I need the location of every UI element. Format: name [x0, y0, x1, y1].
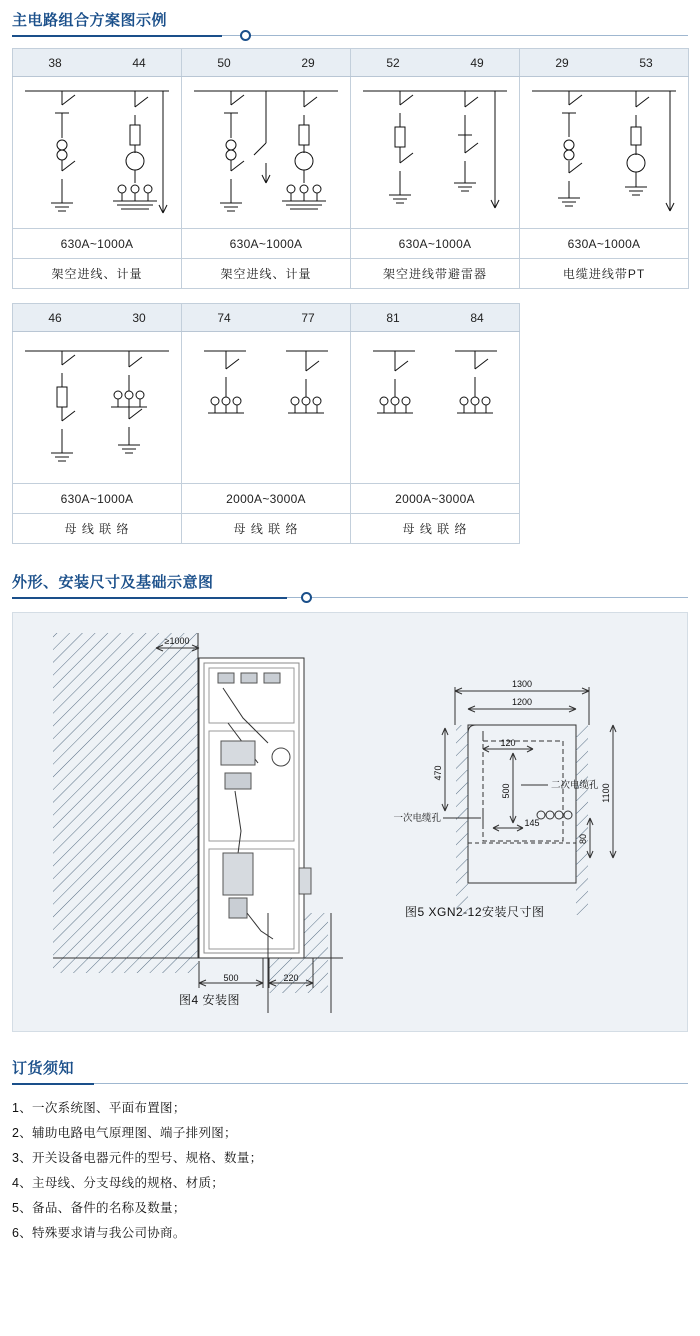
description-cell: 架空进线带避雷器 [351, 259, 520, 289]
scheme-number-right: 29 [301, 55, 315, 70]
table-row-current-rating [13, 484, 689, 514]
scheme-number-right: 49 [470, 55, 484, 70]
single-line-diagram [186, 343, 346, 473]
label-clearance: ≥1000 [164, 636, 190, 646]
current-rating-cell: 630A~1000A [13, 484, 182, 514]
scheme-number-right: 30 [132, 310, 146, 325]
heading-rule [12, 1083, 94, 1085]
current-rating-cell: 630A~1000A [13, 229, 182, 259]
scheme-number-right: 44 [132, 55, 146, 70]
installation-drawings [13, 613, 689, 1031]
label-w1300: 1300 [511, 679, 533, 689]
table-header-cell [182, 49, 351, 77]
current-rating-cell: 630A~1000A [351, 229, 520, 259]
description-cell-empty [520, 514, 689, 544]
single-line-diagram [17, 83, 177, 223]
page-title-dimensions: 外形、安装尺寸及基础示意图 [12, 572, 220, 594]
label-d500: 500 [501, 783, 511, 799]
description-cell: 架空进线、计量 [182, 259, 351, 289]
section-header-main-circuit [12, 10, 688, 40]
ordering-note-item: 2、辅助电路电气原理图、端子排列图； [12, 1126, 237, 1140]
label-d145: 145 [524, 818, 540, 828]
scheme-number-right: 53 [639, 55, 653, 70]
page-title-ordering: 订货须知 [12, 1058, 80, 1080]
scheme-number-left: 50 [217, 55, 231, 70]
ordering-note-item: 5、备品、备件的名称及数量； [12, 1201, 186, 1215]
heading-dot [240, 30, 251, 41]
scheme-table-2 [12, 303, 689, 544]
scheme-table-1 [12, 48, 689, 289]
heading-rule [12, 35, 222, 37]
scheme-number-left: 74 [217, 310, 231, 325]
single-line-diagram [17, 343, 177, 473]
heading-rule [12, 597, 287, 599]
label-hole-primary: 一次电缆孔 [393, 813, 441, 824]
label-d470: 470 [433, 765, 443, 781]
heading-rule-light [94, 1083, 688, 1084]
ordering-note-item: 1、一次系统图、平面布置图； [12, 1101, 186, 1115]
label-d120: 120 [500, 738, 516, 748]
table-header-cell [351, 49, 520, 77]
current-rating-cell: 2000A~3000A [351, 484, 520, 514]
description-cell: 架空进线、计量 [13, 259, 182, 289]
single-line-diagram [186, 83, 346, 223]
figure-caption-fig5: 图5 XGN2-12安装尺寸图 [405, 905, 545, 919]
label-d80: 80 [578, 833, 588, 845]
ordering-note-item: 4、主母线、分支母线的规格、材质； [12, 1176, 225, 1190]
table-header-cell-empty [520, 304, 689, 332]
description-cell: 母 线 联 络 [182, 514, 351, 544]
table-header-cell [13, 49, 182, 77]
current-rating-cell: 630A~1000A [182, 229, 351, 259]
table-header-cell [182, 304, 351, 332]
current-rating-cell: 630A~1000A [520, 229, 689, 259]
schematic-cell-38-44 [13, 77, 182, 229]
table-header-cell [13, 304, 182, 332]
current-rating-cell: 2000A~3000A [182, 484, 351, 514]
scheme-number-left: 29 [555, 55, 569, 70]
schematic-cell-empty [520, 332, 689, 484]
current-rating-cell-empty [520, 484, 689, 514]
table-header-cell [351, 304, 520, 332]
label-d1100: 1100 [601, 783, 611, 803]
table-row-description [13, 514, 689, 544]
table-header-cell [520, 49, 689, 77]
table-row-current-rating [13, 229, 689, 259]
schematic-cell-29-53 [520, 77, 689, 229]
scheme-number-left: 46 [48, 310, 62, 325]
label-dim-220: 220 [283, 973, 299, 983]
description-cell: 电缆进线带PT [520, 259, 689, 289]
section-header-dimensions [12, 572, 688, 602]
table-row-schematics [13, 332, 689, 484]
heading-rule-light [287, 597, 688, 598]
schematic-cell-74-77 [182, 332, 351, 484]
ordering-note-item: 6、特殊要求请与我公司协商。 [12, 1226, 186, 1240]
schematic-cell-50-29 [182, 77, 351, 229]
schematic-cell-52-49 [351, 77, 520, 229]
section-header-ordering [12, 1058, 688, 1088]
scheme-number-left: 38 [48, 55, 62, 70]
scheme-number-left: 81 [386, 310, 400, 325]
heading-dot [301, 592, 312, 603]
dimension-figure-panel [12, 612, 688, 1032]
single-line-diagram [355, 83, 515, 223]
label-w1200: 1200 [511, 697, 533, 707]
ordering-notes-list [12, 1098, 688, 1241]
table-row-description [13, 259, 689, 289]
ordering-note-item: 3、开关设备电器元件的型号、规格、数量； [12, 1151, 263, 1165]
description-cell: 母 线 联 络 [13, 514, 182, 544]
scheme-number-right: 77 [301, 310, 315, 325]
single-line-diagram [355, 343, 515, 473]
label-hole-secondary: 二次电缆孔 [551, 780, 599, 791]
page-title-main-circuit: 主电路组合方案图示例 [12, 10, 173, 32]
scheme-number-right: 84 [470, 310, 484, 325]
label-dim-500: 500 [223, 973, 239, 983]
scheme-number-left: 52 [386, 55, 400, 70]
schematic-cell-81-84 [351, 332, 520, 484]
table-row-header [13, 304, 689, 332]
description-cell: 母 线 联 络 [351, 514, 520, 544]
single-line-diagram [524, 83, 684, 223]
heading-rule-light [222, 35, 688, 36]
schematic-cell-46-30 [13, 332, 182, 484]
table-row-schematics [13, 77, 689, 229]
table-row-header [13, 49, 689, 77]
figure-caption-fig4: 图4 安装图 [179, 993, 241, 1007]
